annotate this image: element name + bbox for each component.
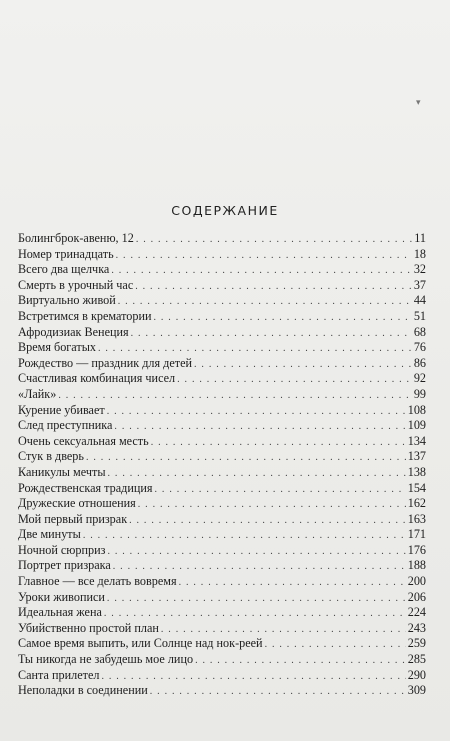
toc-entry-page-number: 32 — [413, 262, 426, 277]
toc-entry-page-number: 154 — [407, 480, 426, 495]
dot-leader — [107, 591, 406, 607]
table-of-contents — [18, 231, 426, 699]
toc-entry — [18, 231, 426, 247]
toc-entry — [18, 403, 426, 419]
toc-entry — [18, 325, 426, 341]
toc-entry-page-number: 37 — [413, 277, 426, 292]
dot-leader — [131, 326, 412, 342]
dot-leader — [150, 684, 406, 700]
dot-leader — [86, 450, 406, 466]
toc-entry-title: Рождество — праздник для детей — [18, 355, 193, 370]
toc-entry-page-number: 76 — [413, 340, 426, 355]
toc-entry-title: Курение убивает — [18, 402, 105, 417]
toc-entry-title: Виртуально живой — [18, 293, 116, 308]
toc-entry-page-number: 224 — [407, 605, 426, 620]
toc-entry-title: Неполадки в соединении — [18, 683, 148, 698]
corner-mark: ▾ — [416, 98, 421, 108]
dot-leader — [108, 466, 406, 482]
toc-entry — [18, 262, 426, 278]
toc-entry-title: Каникулы мечты — [18, 464, 106, 479]
dot-leader — [129, 513, 406, 529]
toc-entry-title: Санта прилетел — [18, 667, 100, 682]
toc-entry-title: Уроки живописи — [18, 589, 105, 604]
toc-entry-title: Мой первый призрак — [18, 511, 128, 526]
toc-entry — [18, 605, 426, 621]
toc-entry-title: Очень сексуальная месть — [18, 433, 149, 448]
toc-entry-title: Номер тринадцать — [18, 246, 114, 261]
toc-entry-title: Афродизиак Венеция — [18, 324, 129, 339]
toc-entry — [18, 496, 426, 512]
toc-entry-title: Главное — все делать вовремя — [18, 574, 177, 589]
dot-leader — [107, 544, 405, 560]
toc-entry — [18, 387, 426, 403]
toc-entry-title: Время богатых — [18, 340, 96, 355]
toc-entry — [18, 558, 426, 574]
toc-entry-page-number: 138 — [407, 464, 426, 479]
toc-entry — [18, 652, 426, 668]
toc-entry-page-number: 290 — [407, 667, 426, 682]
toc-entry-page-number: 137 — [407, 449, 426, 464]
toc-entry-page-number: 51 — [413, 308, 426, 323]
toc-entry — [18, 481, 426, 497]
toc-entry-title: Стук в дверь — [18, 449, 84, 464]
toc-entry — [18, 590, 426, 606]
toc-entry-page-number: 176 — [407, 542, 426, 557]
dot-leader — [107, 404, 406, 420]
dot-leader — [113, 559, 406, 575]
toc-entry-title: Ты никогда не забудешь мое лицо — [18, 652, 194, 667]
toc-entry-page-number: 18 — [413, 246, 426, 261]
dot-leader — [195, 653, 406, 669]
toc-entry — [18, 371, 426, 387]
dot-leader — [179, 575, 406, 591]
toc-entry — [18, 340, 426, 356]
toc-entry-title: Идеальная жена — [18, 605, 102, 620]
toc-entry — [18, 527, 426, 543]
dot-leader — [114, 419, 405, 435]
toc-entry-page-number: 134 — [407, 433, 426, 448]
toc-entry-page-number: 309 — [407, 683, 426, 698]
toc-entry-page-number: 285 — [407, 652, 426, 667]
toc-entry — [18, 543, 426, 559]
toc-entry-page-number: 44 — [413, 293, 426, 308]
dot-leader — [58, 388, 412, 404]
toc-entry-page-number: 188 — [407, 558, 426, 573]
toc-entry — [18, 512, 426, 528]
toc-entry-title: Портрет призрака — [18, 558, 111, 573]
dot-leader — [194, 357, 412, 373]
toc-entry — [18, 278, 426, 294]
toc-entry-title: Смерть в урочный час — [18, 277, 134, 292]
toc-entry-page-number: 86 — [413, 355, 426, 370]
toc-entry-page-number: 200 — [407, 574, 426, 589]
page-title: СОДЕРЖАНИЕ — [171, 203, 279, 218]
dot-leader — [154, 310, 412, 326]
toc-entry — [18, 636, 426, 652]
dot-leader — [118, 294, 412, 310]
dot-leader — [265, 637, 406, 653]
toc-entry-title: Две минуты — [18, 527, 81, 542]
toc-entry-page-number: 243 — [407, 620, 426, 635]
toc-entry-title: Болингброк-авеню, 12 — [18, 231, 134, 245]
dot-leader — [101, 669, 405, 685]
toc-entry-title: Встретимся в крематории — [18, 308, 152, 323]
toc-entry — [18, 356, 426, 372]
toc-entry-page-number: 259 — [407, 636, 426, 651]
toc-entry-page-number: 109 — [407, 418, 426, 433]
toc-entry — [18, 418, 426, 434]
toc-entry — [18, 465, 426, 481]
dot-leader — [136, 232, 412, 248]
toc-entry-title: Рождественская традиция — [18, 480, 153, 495]
dot-leader — [155, 482, 406, 498]
dot-leader — [151, 435, 406, 451]
dot-leader — [116, 248, 412, 264]
toc-entry — [18, 621, 426, 637]
toc-entry-page-number: 68 — [413, 324, 426, 339]
toc-entry-title: Ночной сюрприз — [18, 542, 106, 557]
toc-entry-title: Дружеские отношения — [18, 496, 136, 511]
dot-leader — [177, 372, 412, 388]
toc-entry-title: След преступника — [18, 418, 113, 433]
toc-entry — [18, 293, 426, 309]
toc-entry-page-number: 206 — [407, 589, 426, 604]
toc-entry-title: Самое время выпить, или Солнце над нок-реей — [18, 636, 263, 651]
toc-entry-page-number: 99 — [413, 386, 426, 401]
toc-entry-page-number: 162 — [407, 496, 426, 511]
toc-entry — [18, 247, 426, 263]
dot-leader — [135, 279, 412, 295]
toc-entry-page-number: 163 — [407, 511, 426, 526]
toc-entry — [18, 434, 426, 450]
toc-entry — [18, 309, 426, 325]
toc-entry-title: Всего два щелчка — [18, 262, 110, 277]
dot-leader — [83, 528, 406, 544]
toc-entry — [18, 683, 426, 699]
toc-entry-page-number: 171 — [407, 527, 426, 542]
toc-entry-title: Счастливая комбинация чисел — [18, 371, 176, 386]
toc-entry-page-number: 92 — [413, 371, 426, 386]
toc-entry-title: «Лайк» — [18, 386, 57, 401]
dot-leader — [98, 341, 412, 357]
dot-leader — [111, 263, 411, 279]
toc-entry — [18, 668, 426, 684]
toc-entry — [18, 449, 426, 465]
toc-entry — [18, 574, 426, 590]
dot-leader — [104, 606, 406, 622]
toc-entry-page-number: 108 — [407, 402, 426, 417]
toc-entry-title: Убийственно простой план — [18, 620, 159, 635]
dot-leader — [161, 622, 406, 638]
toc-entry-page-number: 11 — [414, 231, 426, 245]
dot-leader — [138, 497, 406, 513]
